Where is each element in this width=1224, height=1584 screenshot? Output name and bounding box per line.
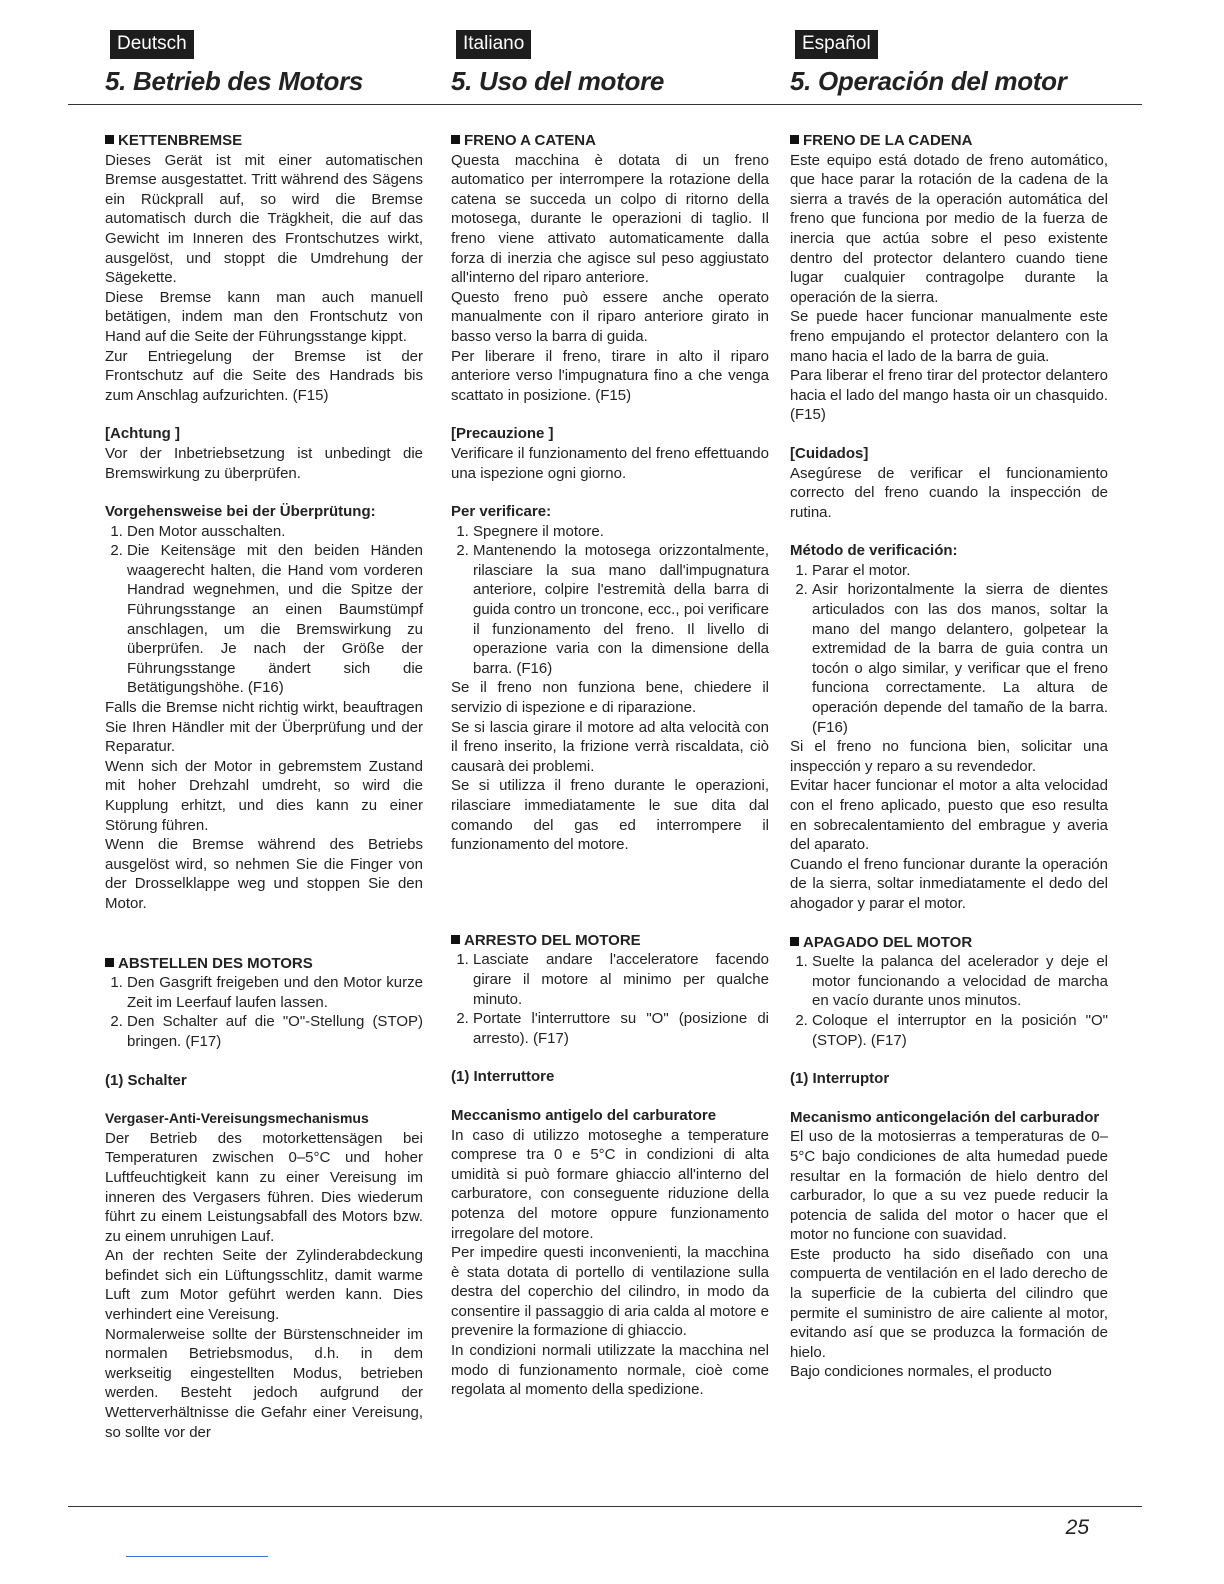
caution-heading: [Precauzione ] [451, 425, 554, 443]
paragraph: Para liberar el freno tirar del protector delantero hacia el lado del mango hasta oir un chasquido. (F15) [790, 367, 1108, 424]
square-bullet-icon [451, 135, 460, 144]
list-item: 1. Suelte la palanca del acelerador y deje el motor funcionando a velocidad de marcha en vacío durante unos minutos. [812, 952, 1108, 1011]
stop-steps [451, 950, 769, 1048]
list-item: 2. Den Schalter auf die "O"-Stellung (STOP) bringen. (F17) [127, 1012, 423, 1051]
footer-line [126, 1556, 268, 1557]
paragraph: Wenn sich der Motor in gebremstem Zustand mit hoher Drehzahl umdreht, so wird die Kupplung erhitzt, und dies kann zu einer Störung führen. [105, 757, 423, 834]
switch-heading: (1) Schalter [105, 1071, 187, 1089]
anti-icing-heading: Meccanismo antigelo del carburatore [451, 1106, 717, 1124]
square-bullet-icon [105, 135, 114, 144]
list-item: 2. Mantenendo la motosega orizzontalmente, rilasciare la sua mano dall'impugnatura anteriore, colpire l'estremità della barra di guida contro un troncone, ecc., poi verificare il funzionamento del freno. Il livello di operazione varia con la dimensione della barra. (F16) [473, 541, 769, 678]
switch-heading: (1) Interruttore [451, 1068, 555, 1086]
paragraph: An der rechten Seite der Zylinderabdeckung befindet sich ein Lüftungsschlitz, damit warme Luft zum Motor geführt werden kann. Dies verhindert eine Vereisung. [105, 1247, 423, 1324]
check-steps [105, 522, 423, 698]
check-steps [451, 522, 769, 679]
paragraph: Este producto ha sido diseñado con una compuerta de ventilación en el lado derecho de la superficie de la cubierta del cilindro que permite el suministro de aire caliente al motor, evitando así que se produzca la formación de hielo. [790, 1245, 1108, 1361]
column-espanol [790, 30, 1108, 1382]
paragraph: Diese Bremse kann man auch manuell betätigen, indem man den Frontschutz von Hand auf die Seite der Führungsstange kippt. [105, 288, 423, 345]
column-deutsch [105, 30, 423, 1442]
square-bullet-icon [451, 935, 460, 944]
paragraph: Se si lascia girare il motore ad alta velocità con il freno inserito, la frizione verrà riscaldata, ciò causarà dei problemi. [451, 718, 769, 775]
language-label: Italiano [456, 30, 531, 59]
list-item: 2. Coloque el interruptor en la posición "O" (STOP). (F17) [812, 1011, 1108, 1050]
paragraph: In caso di utilizzo motoseghe a temperature comprese tra 0 e 5°C in condizioni di alta umidità si può formare ghiaccio all'interno del carburatore, con conseguente riduzione della potenza del motore oppure funzionamento irregolare del motore. [451, 1126, 769, 1242]
paragraph: Cuando el freno funcionar durante la operación de la sierra, soltar inmediatamente el dedo del ahogador y parar el motor. [790, 855, 1108, 912]
caution-text: Asegúrese de verificar el funcionamiento correcto del freno cuando la inspección de rutina. [790, 464, 1108, 521]
section-title: 5. Betrieb des Motors [105, 66, 364, 96]
paragraph: Der Betrieb des motorkettensägen bei Temperaturen zwischen 0–5°C und hoher Luftfeuchtigkeit kann zu einer Vereisung im inneren des Vergasers führen. Dies wiederum führt zu einem Leistungsabfall des Motors bzw. zu einem unruhigen Lauf. [105, 1129, 423, 1245]
anti-icing-heading: Vergaser-Anti-Vereisungsmechanismus [105, 1110, 369, 1127]
square-bullet-icon [790, 937, 799, 946]
section-heading: KETTENBREMSE [105, 131, 423, 151]
paragraph: Normalerweise sollte der Bürstenschneider im normalen Betriebsmodus, d.h. in dem werkseitig eingestellten Modus, betrieben werden. Besteht jedoch aufgrund der Wetterverhältnisse die Gefahr einer Vereisung, so sollte vor der [105, 1325, 423, 1441]
check-steps [790, 561, 1108, 737]
paragraph: Este equipo está dotado de freno automático, que hace parar la rotación de la cadena de la sierra a través de la operación automática del freno que funciona por medio de la fuerza de inercia que actúa sobre el peso existente dentro del protector delantero cuando tiene lugar cualquier contragolpe durante la operación de la sierra. [790, 151, 1108, 306]
paragraph: Bajo condiciones normales, el producto [790, 1363, 1052, 1381]
list-item: 1. Spegnere il motore. [473, 522, 769, 542]
stop-steps [105, 973, 423, 1051]
paragraph: Zur Entriegelung der Bremse ist der Frontschutz auf die Seite des Handrads bis zum Anschlag aufzurichten. (F15) [105, 347, 423, 404]
check-heading: Vorgehensweise bei der Überprütung: [105, 503, 376, 521]
page-number: 25 [1065, 1516, 1089, 1539]
paragraph: Questa macchina è dotata di un freno automatico per interrompere la rotazione della catena se succeda un colpo di ritorno della motosega, durante le operazioni di taglio. Il freno viene attivato automaticamente dalla forza di inerzia che agisce sul peso aggiustato all'interno del riparo anteriore. [451, 151, 769, 287]
column-italiano [451, 30, 769, 1400]
caution-text: Vor der Inbetriebsetzung ist unbedingt die Bremswirkung zu überprüfen. [105, 444, 423, 482]
caution-text: Verificare il funzionamento del freno effettuando una ispezione ogni giorno. [451, 444, 769, 482]
section-heading: APAGADO DEL MOTOR [790, 933, 1108, 953]
paragraph: Falls die Bremse nicht richtig wirkt, beauftragen Sie Ihren Händler mit der Überprüfung und der Reparatur. [105, 699, 423, 756]
section-heading: FRENO A CATENA [451, 131, 769, 151]
list-item: 2. Die Keitensäge mit den beiden Händen waagerecht halten, die Hand vom vorderen Handrad wegnehmen, und die Spitze der Führungsstange an einen Baumstümpf anschlagen, um die Bremswirkung zu überprüfen. Je nach der Größe der Führungsstange ändert sich die Betätigungshöhe. (F16) [127, 541, 423, 698]
language-label: Español [795, 30, 878, 59]
paragraph: Questo freno può essere anche operato manualmente con il riparo anteriore girato in basso verso la barra di guida. [451, 288, 769, 345]
stop-steps [790, 952, 1108, 1050]
list-item: 1. Den Gasgrift freigeben und den Motor kurze Zeit im Leerfauf laufen lassen. [127, 973, 423, 1012]
anti-icing-heading: Mecanismo anticongelación del carburador [790, 1108, 1100, 1126]
paragraph: Se puede hacer funcionar manualmente este freno empujando el protector delantero con la mano hacia el lado de la barra de guia. [790, 308, 1108, 365]
square-bullet-icon [105, 958, 114, 967]
paragraph: El uso de la motosierras a temperaturas de 0–5°C bajo condiciones de alta humedad puede resultar en la formación de hielo dentro del carburador, lo que a su vez puede reducir la potencia de salida del motor o hacer que el motor no funcione con suavidad. [790, 1128, 1108, 1244]
paragraph: Per impedire questi inconvenienti, la macchina è stata dotata di portello di ventilazione sulla destra del coperchio del cilindro, in modo da consentire il passaggio di aria calda al motore e prevenire la formazione di ghiaccio. [451, 1244, 769, 1340]
switch-heading: (1) Interruptor [790, 1070, 890, 1088]
section-title: 5. Operación del motor [790, 66, 1067, 96]
check-heading: Per verificare: [451, 503, 552, 521]
section-heading: ARRESTO DEL MOTORE [451, 931, 769, 951]
paragraph: Evitar hacer funcionar el motor a alta velocidad con el freno aplicado, puesto que eso resulta en sobrecalentamiento del embrague y averia del aparato. [790, 777, 1108, 854]
paragraph: Wenn die Bremse während des Betriebs ausgelöst wird, so nehmen Sie die Finger von der Drosselklappe weg und stoppen Sie den Motor. [105, 836, 423, 912]
caution-heading: [Cuidados] [790, 444, 869, 462]
paragraph: In condizioni normali utilizzate la macchina nel modo di funzionamento normale, cioè come regolata al momento della spedizione. [451, 1342, 769, 1399]
list-item: 1. Den Motor ausschalten. [127, 522, 423, 542]
list-item: 1. Lasciate andare l'acceleratore facendo girare il motore al minimo per qualche minuto. [473, 950, 769, 1009]
section-heading: ABSTELLEN DES MOTORS [105, 954, 423, 974]
paragraph: Dieses Gerät ist mit einer automatischen Bremse ausgestattet. Tritt während des Sägens ein Rückprall auf, so wird die Bremse automatisch durch die Trägkheit, die auf das Gewicht im Inneren des Frontschutzes wirkt, ausgelöst, und stoppt die Umdrehung der Sägekette. [105, 151, 423, 287]
caution-heading: [Achtung ] [105, 425, 180, 443]
paragraph: Per liberare il freno, tirare in alto il riparo anteriore verso l'impugnatura fino a che venga scattato in posizione. (F15) [451, 347, 769, 404]
check-heading: Método de verificación: [790, 542, 958, 560]
language-label: Deutsch [110, 30, 194, 59]
paragraph: Se il freno non funziona bene, chiedere il servizio di ispezione e di riparazione. [451, 679, 769, 717]
list-item: 1. Parar el motor. [812, 561, 1108, 581]
section-title: 5. Uso del motore [451, 66, 665, 96]
list-item: 2. Asir horizontalmente la sierra de dientes articulados con las dos manos, soltar la mano del mango delantero, golpetear la extremidad de la barra de guia contra un tocón o algo similar, y verificar que el freno funciona correctamente. La altura de operación depende del tamaño de la barra. (F16) [812, 580, 1108, 737]
square-bullet-icon [790, 135, 799, 144]
footer-rule [68, 1506, 1142, 1507]
section-heading: FRENO DE LA CADENA [790, 131, 1108, 151]
list-item: 2. Portate l'interruttore su "O" (posizione di arresto). (F17) [473, 1009, 769, 1048]
paragraph: Se si utilizza il freno durante le operazioni, rilasciare immediatamente le sue dita dal comando del gas ed interrompere il funzionamento del motore. [451, 777, 769, 854]
paragraph: Si el freno no funciona bien, solicitar una inspección y reparo a su revendedor. [790, 738, 1108, 775]
